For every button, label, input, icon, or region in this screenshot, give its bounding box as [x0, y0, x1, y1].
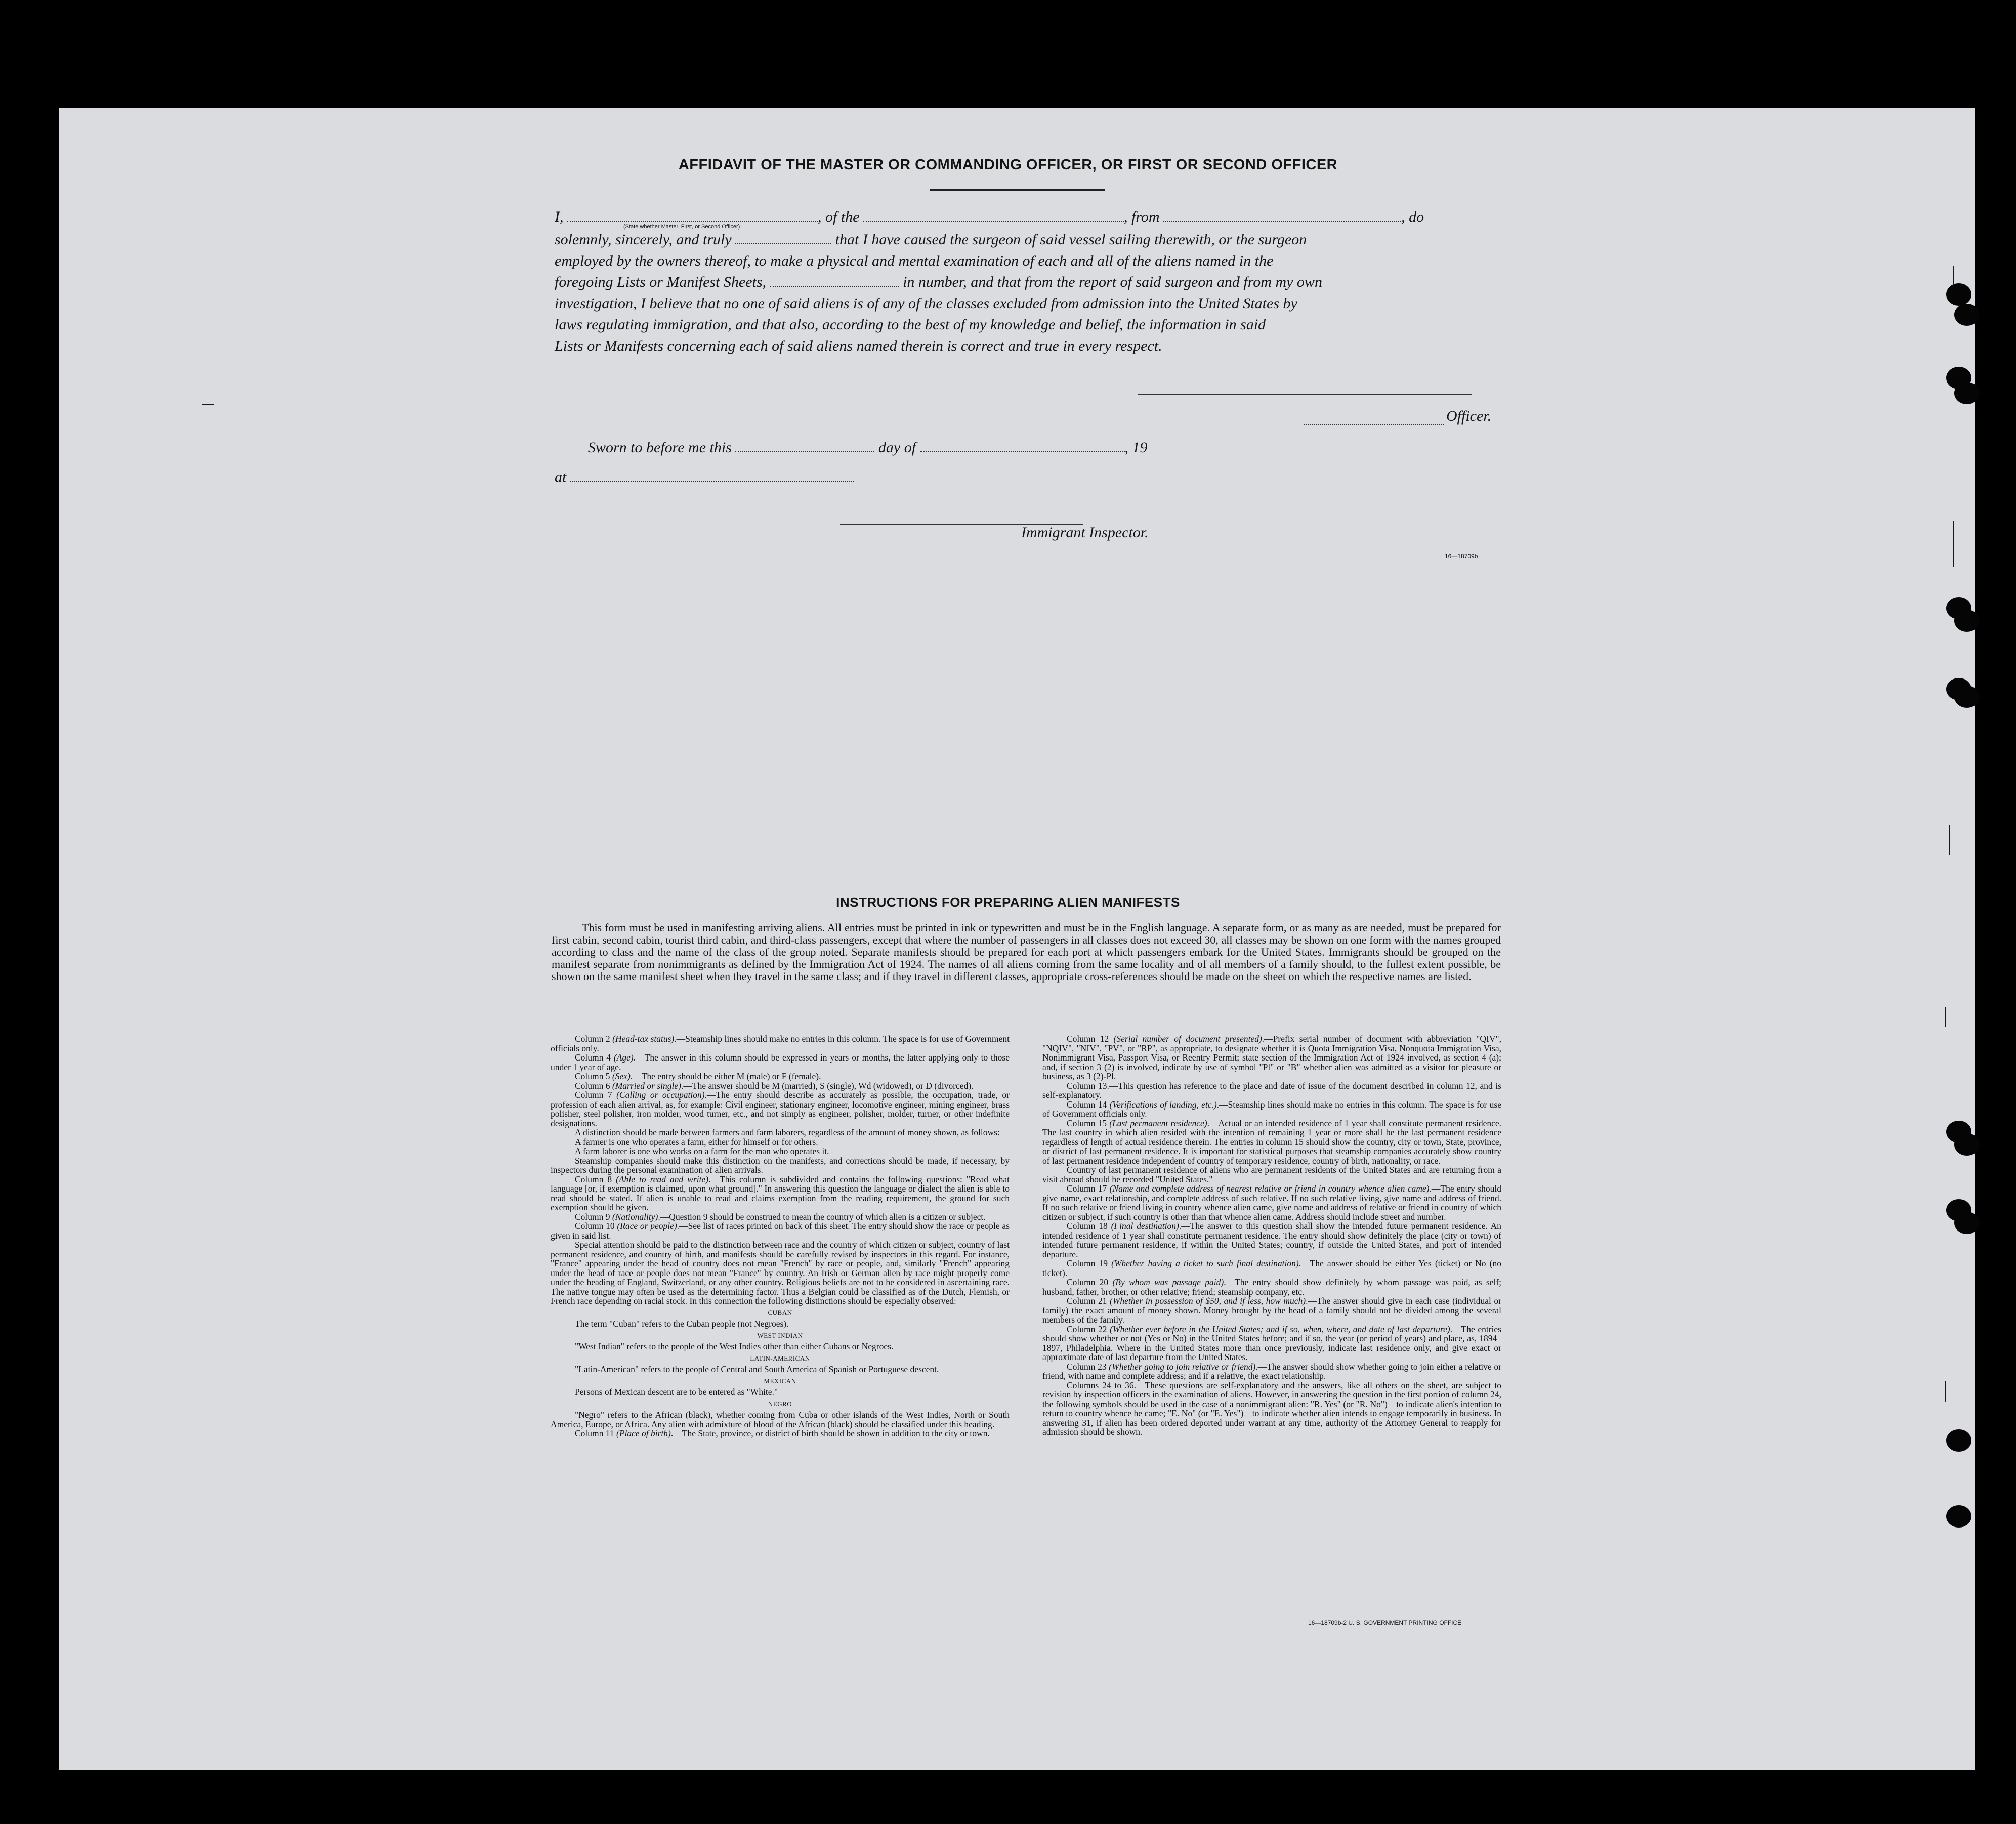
line-2-start: solemnly, sincerely, and truly: [555, 231, 732, 248]
printing-office-footer: 16—18709b-2 U. S. GOVERNMENT PRINTING OFFICE: [1308, 1619, 1462, 1626]
column-heading: (Nationality): [612, 1211, 658, 1222]
instruction-text: A distinction should be made between farmers and farm laborers, regardless of the amount of money shown, as follows:: [575, 1127, 1000, 1137]
inspector-signature-field[interactable]: [840, 513, 1083, 525]
punch-hole: [1954, 304, 1980, 326]
inspector-label: Immigrant Inspector.: [1021, 524, 1149, 541]
instruction-paragraph: [551, 1429, 1010, 1438]
instruction-text: .—Actual or an intended residence of 1 year shall constitute permanent residence. The last country in which alien resided with the intention of remaining 1 year or more shall be the last permanent residence regardless of length of actual residence therein. The entries in column 15 should show the country, city or town, State, province, or district of last permanent residence. It is important for statistical purposes that steamship companies accurately show country of last permanent residence independent of country of temporary residence, country of birth, nationality, or race.: [1042, 1118, 1501, 1166]
column-label: Column 20: [1067, 1277, 1113, 1287]
affidavit-title: AFFIDAVIT OF THE MASTER OR COMMANDING OFFICER, OR FIRST OR SECOND OFFICER: [678, 157, 1338, 173]
instruction-paragraph: [1042, 1278, 1501, 1296]
column-heading: (Calling or occupation): [616, 1090, 705, 1100]
affidavit-line-2: [555, 231, 1307, 248]
edge-mark: [1949, 825, 1950, 855]
instruction-paragraph: [551, 1387, 1010, 1397]
punch-hole: [1954, 382, 1980, 404]
punch-hole: [1946, 283, 1971, 306]
race-subheading: MEXICAN: [764, 1377, 796, 1385]
edge-mark: [1953, 521, 1954, 567]
punch-hole: [1954, 1133, 1980, 1156]
punch-hole: [1946, 1429, 1971, 1452]
at-line: [555, 469, 854, 486]
rank-hint: (State whether Master, First, or Second Officer): [623, 224, 740, 230]
race-subheading: WEST INDIAN: [757, 1331, 803, 1339]
instruction-text: .—The State, province, or district of birth should be shown in addition to the city or town.: [670, 1428, 990, 1438]
instruction-paragraph: [551, 1410, 1010, 1429]
instruction-text: .—The entry should show definitely by whom passage was paid, as self; husband, father, brother, or other relative; friend; steamship company, etc.: [1042, 1277, 1502, 1297]
column-label: Column 9: [575, 1211, 612, 1222]
instructions-left-column: [551, 1034, 1010, 1438]
instruction-paragraph: [551, 1156, 1010, 1175]
instruction-paragraph: [551, 1240, 1010, 1306]
instruction-paragraph: [551, 1081, 1010, 1091]
port-from-field[interactable]: [1163, 209, 1401, 222]
instruction-text: Persons of Mexican descent are to be entered as "White.": [575, 1387, 778, 1397]
affidavit-line-3: employed by the owners thereof, to make a physical and mental examination of each and all of the aliens named in the: [555, 252, 1274, 269]
instruction-paragraph: [551, 1090, 1010, 1128]
instruction-paragraph: [1042, 1296, 1501, 1325]
column-label: Column 13: [1067, 1080, 1107, 1091]
column-heading: (Married or single): [612, 1080, 682, 1091]
do-label: , do: [1401, 208, 1424, 225]
instruction-paragraph: [551, 1175, 1010, 1212]
punch-hole: [1954, 686, 1980, 708]
sworn-line: [588, 439, 1148, 456]
affidavit-line-4: [555, 274, 1322, 291]
instruction-text: The term "Cuban" refers to the Cuban people (not Negroes).: [575, 1319, 789, 1329]
title-underline: [930, 189, 1105, 191]
instruction-text: .—The entry should be either M (male) or F (female).: [630, 1071, 821, 1081]
column-heading: (Sex): [612, 1071, 631, 1081]
instruction-paragraph: [1042, 1325, 1501, 1362]
column-label: Column 2: [575, 1034, 613, 1044]
instruction-paragraph: [1042, 1100, 1501, 1119]
column-label: Column 21: [1067, 1296, 1110, 1306]
instruction-text: .—The answer should be M (married), S (single), Wd (widowed), or D (divorced).: [681, 1080, 974, 1091]
instructions-title: INSTRUCTIONS FOR PREPARING ALIEN MANIFESTS: [836, 895, 1180, 910]
column-label: Column 17: [1067, 1183, 1110, 1194]
instruction-paragraph: [551, 1221, 1010, 1240]
instruction-paragraph: [551, 1128, 1010, 1137]
instruction-text: .—This question has reference to the place and date of issue of the document described in column 12, and is self-explanatory.: [1042, 1080, 1501, 1100]
column-label: Column 12: [1067, 1034, 1114, 1044]
instruction-paragraph: [551, 1319, 1010, 1329]
column-label: Column 14: [1067, 1099, 1110, 1110]
affidavit-line-6: laws regulating immigration, and that also, according to the best of my knowledge and belief, the information in said: [555, 316, 1266, 333]
line-2-end: that I have caused the surgeon of said vessel sailing therewith, or the surgeon: [835, 231, 1307, 248]
column-label: Column 19: [1067, 1258, 1112, 1268]
column-heading: (Whether going to join relative or friend): [1109, 1361, 1256, 1372]
column-heading: (Last permanent residence): [1109, 1118, 1207, 1128]
sworn-label: Sworn to before me this: [588, 439, 732, 456]
instruction-paragraph: [1042, 1184, 1501, 1221]
oath-type-field[interactable]: [735, 232, 831, 244]
instruction-text: .—The entry should give name, exact relationship, and complete address of such relative. If no such relative living, give name and address of friend. If no such relative or friend living in country whence alien came, give name and address of relative or friend in country of which citizen or subject, if such country is other than that whence alien came. Address should include street and number.: [1042, 1183, 1501, 1222]
punch-hole: [1954, 610, 1980, 632]
instruction-text: .—These questions are self-explanatory and the answers, like all others on the sheet, are subject to revision by inspection officers in the examination of aliens. However, in answering the question in the first portion of column 24, the following symbols should be used in the case of a nonimmigrant alien: "R. Yes" (or "R. No")—to indicate alien's intention to return to country whence he came; "E. No" (or "E. Yes")—to indicate whether alien intends to engage temporarily in business. In answering 31, if alien has been ordered deported under warrant at any time, authority of the Attorney General to reapply for admission should be shown.: [1042, 1380, 1501, 1437]
column-heading: (Place of birth): [616, 1428, 671, 1438]
form-number: 16—18709b: [1445, 553, 1478, 560]
at-label: at: [555, 469, 567, 485]
sworn-day-field[interactable]: [735, 440, 874, 452]
instruction-text: .—The answer should be either Yes (ticket) or No (no ticket).: [1042, 1258, 1501, 1278]
instruction-text: "Negro" refers to the African (black), whether coming from Cuba or other islands of the West Indies, North or South America, Europe, or Africa. Any alien with admixture of blood of the African (black) should be classified under this heading.: [551, 1410, 1010, 1429]
column-label: Column 5: [575, 1071, 612, 1081]
instruction-paragraph: [551, 1342, 1010, 1351]
instructions-intro: This form must be used in manifesting arriving aliens. All entries must be printed in ink or typewritten and must be in the English language. A separate form, or as many as are needed, must be prepared for first cabin, second cabin, tourist third cabin, and third-class passengers, except that where the number of passengers in all classes does not exceed 30, all classes may be shown on one form with the names grouped according to class and the name of the class of the group noted. Separate manifests should be prepared for each port at which passengers embark for the United States. Immigrants should be grouped on the manifest separate from nonimmigrants as defined by the Immigration Act of 1924. The names of all aliens coming from the same locality and of all members of a family should, to the fullest extent possible, be shown on the same manifest sheet when they travel in the same class; and if they travel in different classes, appropriate cross-references should be made on the sheet on which the respective names are listed.: [552, 921, 1501, 983]
column-label: Column 6: [575, 1080, 612, 1091]
instruction-paragraph: [551, 1365, 1010, 1374]
column-label: Column 11: [575, 1428, 616, 1438]
affidavit-line-1: [555, 208, 1424, 226]
instruction-text: .—The answer in this column should be expressed in years or months, the latter applying only to those under 1 year of age.: [551, 1052, 1010, 1072]
instruction-text: Steamship companies should make this distinction on the manifests, and corrections should be made, if necessary, by inspectors during the personal examination of alien arrivals.: [551, 1155, 1010, 1175]
instruction-text: .—The entry should describe as accurately as possible, the occupation, trade, or profession of each alien arrival, as, for example: Civil engineer, stationary engineer, locomotive engineer, mining engineer, brass polisher, steel polisher, iron molder, wood turner, etc., and not simply as engineer, polisher, molder, turner, or other indefinite designations.: [551, 1090, 1010, 1128]
column-heading: (Serial number of document presented): [1113, 1034, 1262, 1044]
column-label: Column 7: [575, 1090, 617, 1100]
instruction-text: Special attention should be paid to the distinction between race and the country of which citizen or subject, country of last permanent residence, and country of birth, and manifests should be carefully revised by inspectors in this regard. For instance, "France" appearing under the head of country does not mean "French" by race or people, and, similarly "French" appearing under the head of race or people does not mean "France" by country. An Irish or German alien by race might properly come under the heading of England, Switzerland, or any other country. Religious beliefs are not to be considered in ascertaining race. The native tongue may often be used as the determining factor. Thus a Belgian could be classified as of the Dutch, Flemish, or French race depending on racial stock. In this connection the following distinctions should be especially observed:: [551, 1240, 1010, 1306]
column-heading: (Whether ever before in the United States; and if so, when, where, and date of last departure): [1110, 1324, 1450, 1334]
officer-signature-field[interactable]: [1138, 383, 1472, 395]
instruction-text: .—The answer should show whether going to join either a relative or friend, with name and complete address; and if a relative, the exact relationship.: [1042, 1361, 1501, 1381]
instruction-text: "Latin-American" refers to the people of Central and South America of Spanish or Portuguese descent.: [575, 1364, 939, 1374]
column-label: Column 23: [1067, 1361, 1109, 1372]
sheet-count-field[interactable]: [770, 275, 899, 287]
instruction-paragraph: [551, 1053, 1010, 1072]
year-label: , 19: [1124, 439, 1148, 456]
column-heading: (Verifications of landing, etc.): [1109, 1099, 1217, 1110]
instruction-text: .—The answer to this question shall show the intended future permanent residence. An intended residence of 1 year shall constitute permanent residence. The entry should show definitely the place (city or town) of intended future permanent residence, if within the United States; country, if outside the United States, and port of intended departure.: [1042, 1221, 1501, 1259]
instruction-text: .—This column is subdivided and contains the following questions: "Read what language [or, if exemption is claimed, upon what ground]." In answering this question the language or dialect the alien is able to read should be stated. If alien is unable to read and claims exemption from the reading requirement, the ground for such exemption should be given.: [551, 1174, 1010, 1212]
affidavit-line-5: investigation, I believe that no one of said aliens is of any of the classes excluded from admission into the United States by: [555, 295, 1297, 312]
day-of-label: day of: [878, 439, 916, 456]
column-label: Column 4: [575, 1052, 614, 1063]
sworn-place-field[interactable]: [570, 470, 854, 482]
column-heading: (Able to read and write): [616, 1174, 709, 1184]
instruction-paragraph: [1042, 1119, 1501, 1166]
officer-label: Officer.: [1446, 408, 1492, 425]
line-4-start: foregoing Lists or Manifest Sheets,: [555, 274, 767, 290]
instruction-paragraph: [551, 1147, 1010, 1156]
race-subheading: LATIN-AMERICAN: [750, 1354, 810, 1362]
column-label: Column 22: [1067, 1324, 1110, 1334]
column-heading: (Race or people): [617, 1221, 677, 1231]
column-heading: (Age): [613, 1052, 634, 1063]
column-heading: (By whom was passage paid): [1112, 1277, 1224, 1287]
column-label: Columns 24 to 36: [1067, 1380, 1134, 1390]
edge-mark: [202, 404, 214, 405]
column-heading: (Whether having a ticket to such final destination): [1111, 1258, 1299, 1268]
column-heading: (Whether in possession of $50, and if less, how much): [1109, 1296, 1306, 1306]
instruction-paragraph: [551, 1212, 1010, 1222]
instruction-text: .—The answer should give in each case (individual or family) the exact amount of money shown. Money brought by the head of a family should not be divided among the several members of the family.: [1042, 1296, 1501, 1325]
column-label: Column 8: [575, 1174, 616, 1184]
race-subheading: NEGRO: [768, 1399, 792, 1408]
instruction-paragraph: [551, 1072, 1010, 1081]
race-subheading: CUBAN: [768, 1308, 792, 1317]
instruction-text: .—The entries should show whether or not (Yes or No) in the United States before; and if so, the year (or period of years) and place, as, 1894–1897, Philadelphia. Where in the United States more than once previously, indicate last residence only, and give exact or approximate date of last departure from the United States.: [1042, 1324, 1501, 1362]
instruction-text: Country of last permanent residence of aliens who are permanent residents of the United States and are returning from a visit abroad should be recorded "United States.": [1042, 1165, 1501, 1184]
from-label: , from: [1124, 208, 1160, 225]
instruction-paragraph: [1042, 1362, 1501, 1381]
punch-hole: [1946, 1505, 1971, 1528]
edge-mark: [1945, 1007, 1946, 1027]
column-heading: (Name and complete address of nearest relative or friend in country whence alien came): [1109, 1183, 1430, 1194]
instruction-paragraph: [1042, 1165, 1501, 1184]
officer-rank-field[interactable]: [567, 209, 818, 222]
of-the-label: , of the: [818, 208, 860, 225]
officer-title-field[interactable]: [1304, 413, 1444, 425]
instruction-paragraph: [551, 1034, 1010, 1053]
instruction-text: .—Prefix serial number of document with abbreviation "QIV", "NQIV", "NIV", "PV", or "RP", as appropriate, to designate whether it is Quota Immigration Visa, Nonquota Immigration Visa, Nonimmigrant Visa, Passport Visa, or Reentry Permit; state section of the Immigration Act of 1924 involved, as section 4 (a); and, if section 3 (2) is involved, indicate by use of symbol "Pl" or "B" whether alien was admitted as a visitor for pleasure or business, as 3 (2)-Pl.: [1042, 1034, 1501, 1081]
instruction-paragraph: [1042, 1221, 1501, 1259]
instruction-text: "West Indian" refers to the people of the West Indies other than either Cubans or Negroes.: [575, 1341, 894, 1351]
column-label: Column 15: [1067, 1118, 1110, 1128]
instruction-text: .—Question 9 should be construed to mean the country of which alien is a citizen or subject.: [658, 1211, 986, 1222]
column-heading: (Head-tax status): [612, 1034, 675, 1044]
edge-mark: [1945, 1381, 1946, 1402]
instruction-paragraph: [1042, 1259, 1501, 1278]
instruction-paragraph: [1042, 1381, 1501, 1437]
punch-hole: [1954, 1212, 1980, 1234]
instruction-text: .—See list of races printed on back of this sheet. The entry should show the race or people as given in said list.: [551, 1221, 1010, 1241]
edge-mark: [1953, 266, 1954, 286]
column-label: Column 10: [575, 1221, 617, 1231]
instruction-paragraph: [1042, 1034, 1501, 1081]
instruction-text: A farm laborer is one who works on a farm for the man who operates it.: [575, 1146, 829, 1156]
instruction-paragraph: [551, 1137, 1010, 1147]
column-heading: (Final destination): [1111, 1221, 1179, 1231]
instruction-text: .—Steamship lines should make no entries in this column. The space is for use of Government officials only.: [551, 1034, 1010, 1053]
sworn-month-field[interactable]: [920, 440, 1125, 452]
affidavit-line-7: Lists or Manifests concerning each of said aliens named therein is correct and true in every respect.: [555, 337, 1162, 354]
instruction-paragraph: [1042, 1081, 1501, 1100]
vessel-name-field[interactable]: [863, 209, 1124, 222]
line-4-end: in number, and that from the report of said surgeon and from my own: [903, 274, 1322, 290]
column-label: Column 18: [1067, 1221, 1111, 1231]
affidavit-i-label: I,: [555, 208, 564, 225]
instruction-text: .—Steamship lines should make no entries in this column. The space is for use of Government officials only.: [1042, 1099, 1501, 1119]
instruction-text: A farmer is one who operates a farm, either for himself or for others.: [575, 1136, 818, 1147]
instructions-right-column: [1042, 1034, 1501, 1437]
